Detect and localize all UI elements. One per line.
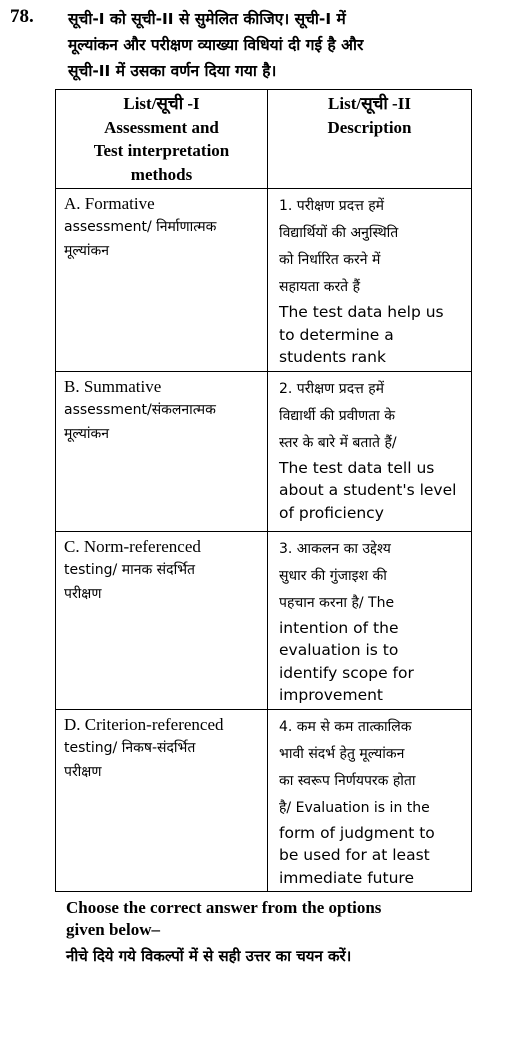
description-cell <box>268 371 472 531</box>
method-cell <box>56 531 268 709</box>
description-line: evaluation is to <box>279 641 399 659</box>
method-cell <box>56 709 268 892</box>
method-cell <box>56 371 268 531</box>
method-line: testing/ मानक संदर्भित <box>64 561 196 578</box>
method-name: A. Formative <box>64 194 155 213</box>
description-line: improvement <box>279 686 384 704</box>
method-line: मूल्यांकन <box>64 425 110 442</box>
description-line: students rank <box>279 348 386 366</box>
description-line: identify scope for <box>279 663 414 682</box>
method-name: B. Summative <box>64 376 162 396</box>
description-line: 3. आकलन का उद्देश्य <box>279 540 391 557</box>
description-line: स्तर के बारे में बताते हैं/ <box>279 434 397 451</box>
description-line: विद्यार्थी की प्रवीणता के <box>279 407 396 424</box>
description-cell <box>268 531 472 709</box>
header-line: List/सूची -II <box>328 94 411 113</box>
header-line: Description <box>327 117 412 137</box>
method-name: C. Norm-referenced <box>64 536 201 556</box>
instruction-hindi: नीचे दिये गये विकल्पों में से सही उत्तर का चयन करें। <box>66 947 352 965</box>
description-line: 1. परीक्षण प्रदत्त हमें <box>279 198 385 214</box>
instruction-line: given below– <box>66 920 160 939</box>
description-line: to determine a <box>279 325 394 344</box>
description-line: सुधार की गुंजाइश की <box>279 567 387 584</box>
description-line: का स्वरूप निर्णयपरक होता <box>279 772 416 789</box>
method-line: testing/ निकष-संदर्भित <box>64 739 196 756</box>
description-line: of proficiency <box>279 503 384 522</box>
description-line: The test data help us <box>279 303 444 321</box>
question-text <box>68 6 472 84</box>
description-line: about a student's level <box>279 481 457 499</box>
table-row <box>56 531 472 709</box>
question-text-line: सूची-I को सूची-II से सुमेलित कीजिए। सूची-I में <box>68 10 346 28</box>
header-line: List/सूची -I <box>123 94 200 113</box>
description-cell <box>268 709 472 892</box>
description-line: 2. परीक्षण प्रदत्त हमें <box>279 380 385 397</box>
header-line: methods <box>130 164 193 184</box>
instruction-line: Choose the correct answer from the options <box>66 898 382 917</box>
description-line: form of judgment to <box>279 823 435 842</box>
header-line: Assessment and <box>104 117 219 137</box>
matching-table <box>55 89 472 892</box>
question-text-line: मूल्यांकन और परीक्षण व्याख्या विधियां दी गई है और <box>68 36 364 54</box>
list-1-header <box>56 90 268 189</box>
list-2-header <box>268 90 472 189</box>
description-line: intention of the <box>279 618 399 637</box>
header-line: Test interpretation <box>93 141 230 160</box>
description-line: immediate future <box>279 868 414 887</box>
description-line: है/ Evaluation is in the <box>279 799 430 816</box>
table-row <box>56 709 472 892</box>
table-row <box>56 189 472 372</box>
description-line: be used for at least <box>279 846 430 864</box>
method-line: assessment/संकलनात्मक <box>64 401 216 418</box>
question-number: 78. <box>10 6 34 27</box>
method-line: परीक्षण <box>64 585 102 602</box>
description-line: The test data tell us <box>279 458 435 477</box>
description-line: भावी संदर्भ हेतु मूल्यांकन <box>279 745 405 762</box>
method-line: परीक्षण <box>64 763 102 780</box>
method-cell <box>56 189 268 372</box>
table-row <box>56 371 472 531</box>
description-line: विद्यार्थियों की अनुस्थिति <box>279 225 399 241</box>
description-cell <box>268 189 472 372</box>
description-line: 4. कम से कम तात्कालिक <box>279 718 412 735</box>
instruction-english <box>66 897 472 941</box>
table-header-row <box>56 90 472 189</box>
description-line: सहायता करते हैं <box>279 279 361 295</box>
method-name: D. Criterion-referenced <box>64 714 224 734</box>
method-line: मूल्यांकन <box>64 243 110 259</box>
question-text-line: सूची-II में उसका वर्णन दिया गया है। <box>68 62 277 80</box>
description-line: को निर्धारित करने में <box>279 252 381 268</box>
description-line: पहचान करना है/ The <box>279 594 395 611</box>
method-line: assessment/ निर्माणात्मक <box>64 219 217 235</box>
